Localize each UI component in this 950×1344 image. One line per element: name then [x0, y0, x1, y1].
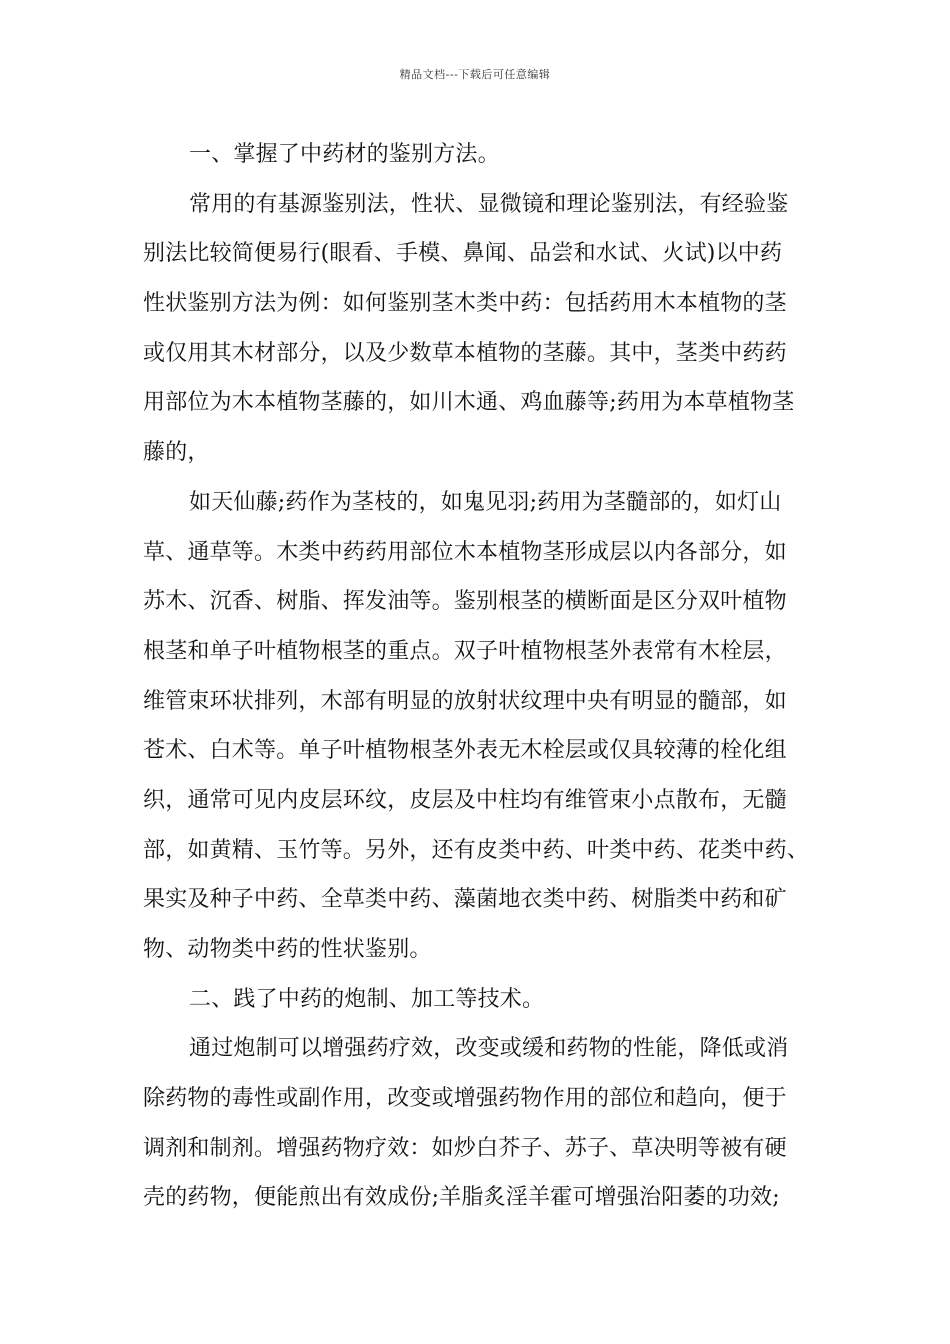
paragraph-line: 用部位为木本植物茎藤的，如川木通、鸡血藤等;药用为本草植物茎	[143, 390, 795, 416]
paragraph-line: 果实及种子中药、全草类中药、藻菌地衣类中药、树脂类中药和矿	[143, 887, 787, 913]
section-heading: 二、践了中药的炮制、加工等技术。	[189, 986, 545, 1012]
paragraph-line: 物、动物类中药的性状鉴别。	[143, 937, 432, 962]
paragraph-line: 如天仙藤;药作为茎枝的，如鬼见羽;药用为茎髓部的，如灯山	[189, 489, 782, 515]
paragraph-line: 苏木、沉香、树脂、挥发油等。鉴别根茎的横断面是区分双叶植物	[143, 589, 787, 615]
paragraph-line: 藤的，	[143, 440, 210, 466]
page-header: 精品文档---下载后可任意编辑	[399, 68, 551, 81]
paragraph-line: 苍术、白术等。单子叶植物根茎外表无木栓层或仅具较薄的栓化组	[143, 738, 787, 764]
paragraph-line: 常用的有基源鉴别法，性状、显微镜和理论鉴别法，有经验鉴	[189, 191, 789, 217]
paragraph-line: 部，如黄精、玉竹等。另外，还有皮类中药、叶类中药、花类中药、	[143, 837, 810, 863]
paragraph-line: 别法比较简便易行(眼看、手模、鼻闻、品尝和水试、火试)以中药	[143, 241, 783, 267]
paragraph-line: 维管束环状排列，木部有明显的放射状纹理中央有明显的髓部，如	[143, 688, 787, 714]
paragraph-line: 或仅用其木材部分，以及少数草本植物的茎藤。其中，茎类中药药	[143, 340, 787, 366]
paragraph-line: 织，通常可见内皮层环纹，皮层及中柱均有维管束小点散布，无髓	[143, 787, 787, 813]
paragraph-line: 根茎和单子叶植物根茎的重点。双子叶植物根茎外表常有木栓层，	[143, 638, 787, 664]
paragraph-line: 通过炮制可以增强药疗效，改变或缓和药物的性能，降低或消	[189, 1036, 789, 1062]
document-body	[143, 130, 833, 1223]
paragraph-line: 除药物的毒性或副作用，改变或增强药物作用的部位和趋向，便于	[143, 1086, 787, 1112]
paragraph-line: 壳的药物，便能煎出有效成份;羊脂炙淫羊霍可增强治阳萎的功效;	[143, 1185, 780, 1211]
paragraph-line: 草、通草等。木类中药药用部位木本植物茎形成层以内各部分，如	[143, 539, 787, 565]
section-heading: 一、掌握了中药材的鉴别方法。	[189, 142, 500, 167]
paragraph-line: 调剂和制剂。增强药物疗效：如炒白芥子、苏子、草决明等被有硬	[143, 1135, 787, 1161]
paragraph-line: 性状鉴别方法为例：如何鉴别茎木类中药：包括药用木本植物的茎	[143, 291, 787, 317]
